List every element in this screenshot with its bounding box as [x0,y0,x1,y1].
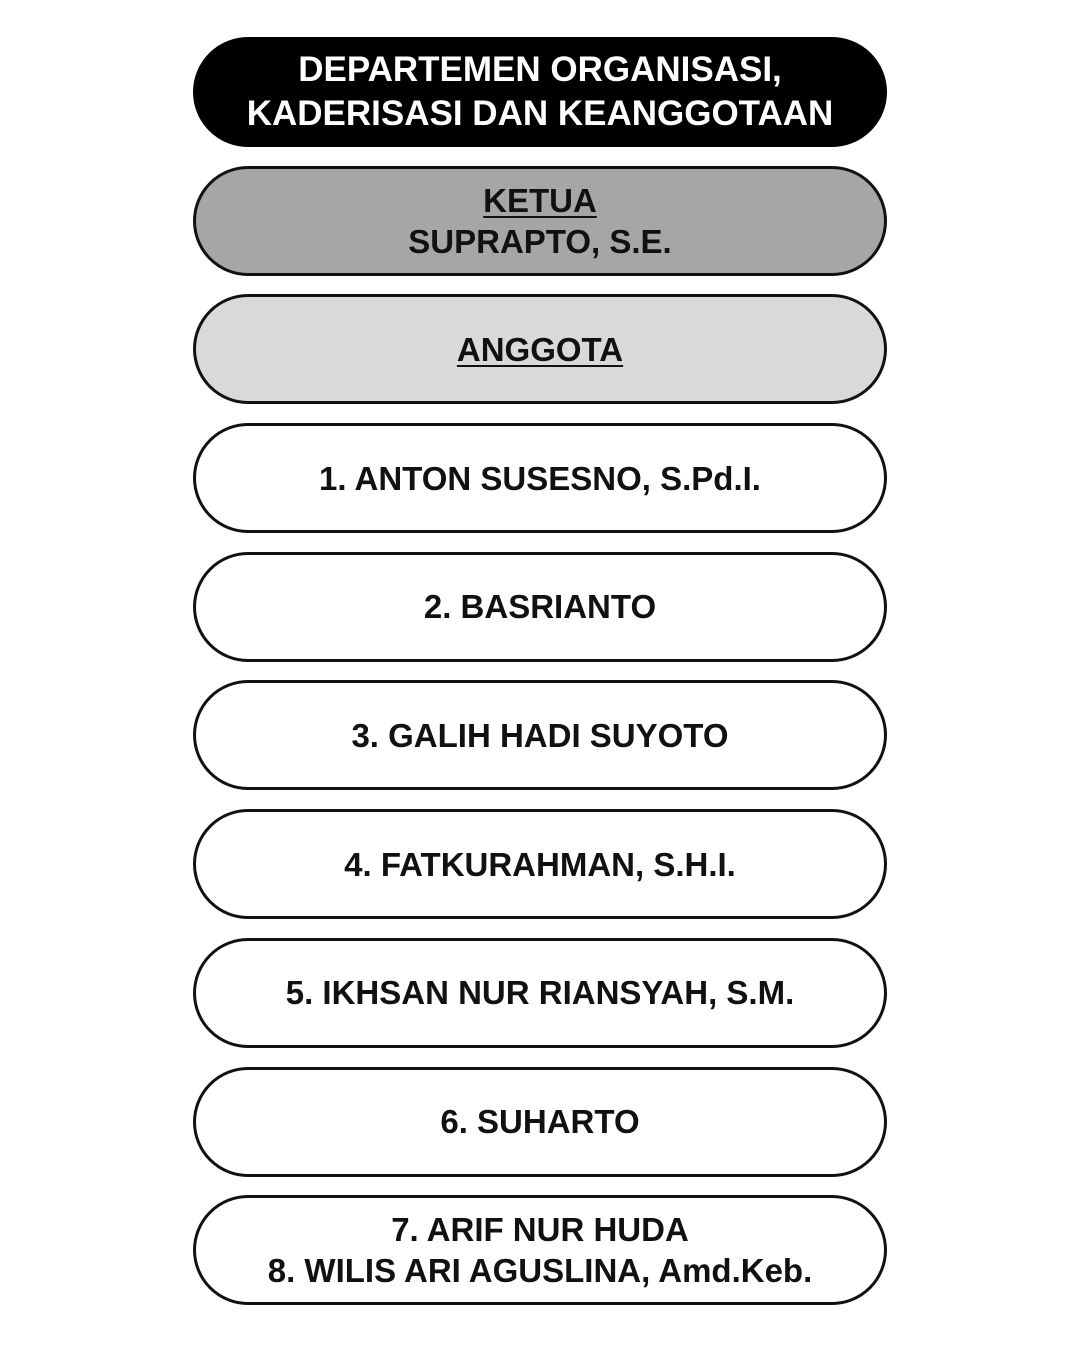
member-name: 4. FATKURAHMAN, S.H.I. [344,845,736,883]
department-title-line-2: KADERISASI DAN KEANGGOTAAN [246,94,834,133]
member-box-2 [193,552,887,662]
ketua-label: KETUA [483,181,597,219]
department-title-line-1: DEPARTEMEN ORGANISASI, [298,50,782,89]
member-name: 7. ARIF NUR HUDA [391,1211,689,1249]
member-name: 2. BASRIANTO [423,588,657,626]
department-title-box [193,37,887,147]
ketua-name: SUPRAPTO, S.E. [408,222,672,260]
member-box-7-8 [193,1195,887,1305]
member-name: 3. GALIH HADI SUYOTO [351,716,729,754]
member-box-4 [193,809,887,919]
member-name: 5. IKHSAN NUR RIANSYAH, S.M. [285,974,795,1012]
member-name: 6. SUHARTO [440,1103,640,1140]
member-box-1 [193,423,887,533]
org-chart-stack [193,37,887,1305]
member-name: 1. ANTON SUSESNO, S.Pd.I. [319,459,761,497]
ketua-box [193,166,887,276]
member-box-5 [193,938,887,1048]
member-name: 8. WILIS ARI AGUSLINA, Amd.Keb. [267,1252,813,1290]
anggota-label: ANGGOTA [456,330,624,368]
member-box-3 [193,680,887,790]
anggota-box [193,294,887,404]
member-box-6 [193,1067,887,1177]
